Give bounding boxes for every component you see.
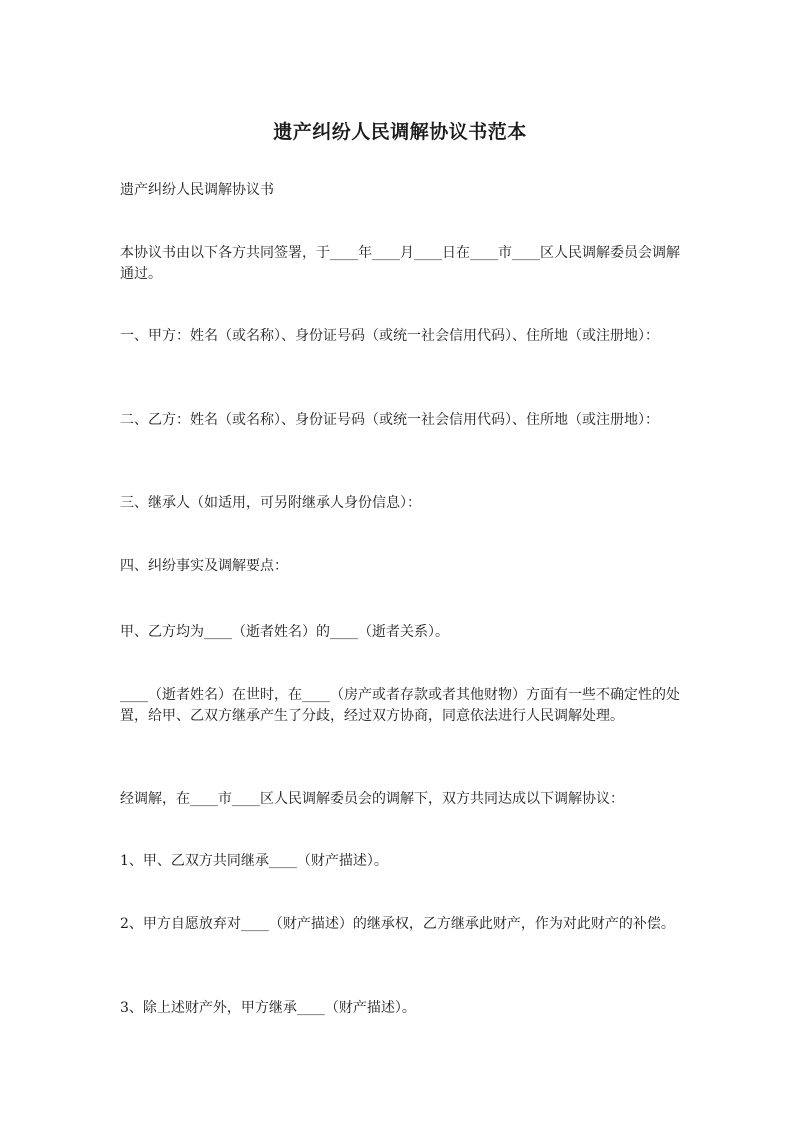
paragraph-mediation: 经调解，在____市____区人民调解委员会的调解下，双方共同达成以下调解协议： <box>120 791 624 807</box>
paragraph-heirs: 三、继承人（如适用，可另附继承人身份信息）： <box>120 495 421 511</box>
paragraph-clause-2: 2、甲方自愿放弃对____（财产描述）的继承权，乙方继承此财产，作为对此财产的补偿。 <box>120 916 675 932</box>
paragraph-dispute-facts: 四、纠纷事实及调解要点： <box>120 558 288 574</box>
paragraph-intro: 本协议书由以下各方共同签署，于____年____月____日在____市____区人民调解委员会调解通过。 <box>120 245 680 282</box>
document-subtitle: 遗产纠纷人民调解协议书 <box>120 182 274 198</box>
paragraph-background: ____（逝者姓名）在世时，在____（房产或者存款或者其他财物）方面有一些不确定性的处置，给甲、乙双方继承产生了分歧，经过双方协商，同意依法进行人民调解处理。 <box>120 687 680 724</box>
paragraph-clause-3: 3、除上述财产外，甲方继承____（财产描述）。 <box>120 1000 416 1016</box>
paragraph-party-b: 二、乙方：姓名（或名称）、身份证号码（或统一社会信用代码）、住所地（或注册地）： <box>120 412 659 428</box>
paragraph-clause-1: 1、甲、乙双方共同继承____（财产描述）。 <box>120 853 388 869</box>
paragraph-party-a: 一、甲方：姓名（或名称）、身份证号码（或统一社会信用代码）、住所地（或注册地）： <box>120 328 659 344</box>
paragraph-relation: 甲、乙方均为____（逝者姓名）的____（逝者关系）。 <box>120 624 449 640</box>
document-title: 遗产纠纷人民调解协议书范本 <box>273 121 527 143</box>
